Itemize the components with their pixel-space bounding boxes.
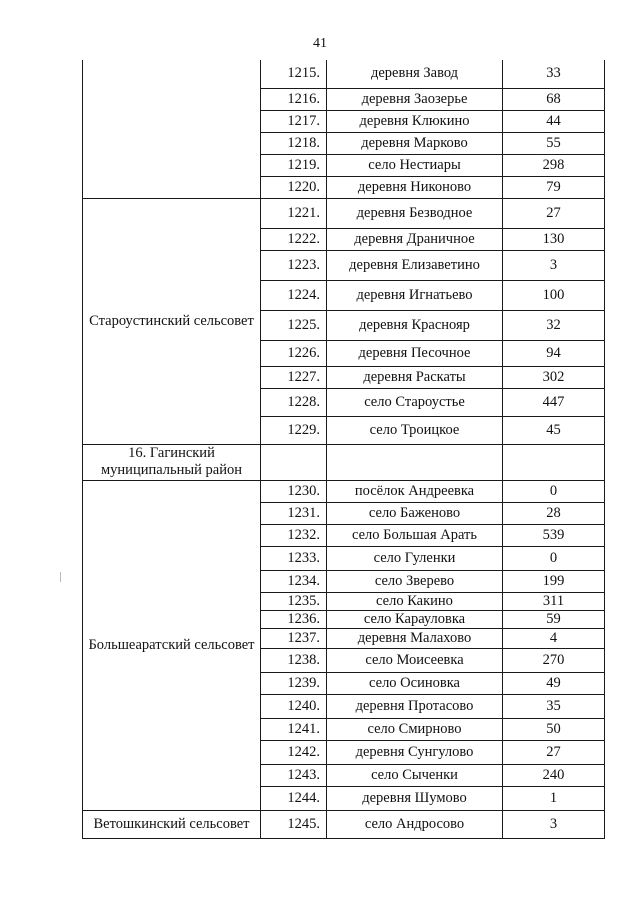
population-count: 44	[503, 110, 605, 132]
row-number: 1240.	[261, 694, 327, 718]
population-count: 539	[503, 524, 605, 546]
population-count: 3	[503, 250, 605, 280]
row-number: 1221.	[261, 198, 327, 228]
population-count: 100	[503, 280, 605, 310]
settlement-name: посёлок Андреевка	[327, 480, 503, 502]
row-number: 1242.	[261, 740, 327, 764]
row-number: 1217.	[261, 110, 327, 132]
settlement-name: деревня Драничное	[327, 228, 503, 250]
population-count: 27	[503, 740, 605, 764]
settlement-name: деревня Заозерье	[327, 88, 503, 110]
settlement-name: деревня Шумово	[327, 786, 503, 810]
population-count: 311	[503, 592, 605, 610]
settlement-name: село Зверево	[327, 570, 503, 592]
population-count: 27	[503, 198, 605, 228]
settlement-name: село Баженово	[327, 502, 503, 524]
settlement-name: деревня Сунгулово	[327, 740, 503, 764]
row-number: 1234.	[261, 570, 327, 592]
population-count: 0	[503, 480, 605, 502]
municipal-district-name: 16. Гагинский муниципальный район	[83, 444, 261, 480]
population-count: 1	[503, 786, 605, 810]
population-count: 302	[503, 366, 605, 388]
population-count: 32	[503, 310, 605, 340]
row-number: 1225.	[261, 310, 327, 340]
row-number: 1236.	[261, 610, 327, 628]
settlement-name: деревня Раскаты	[327, 366, 503, 388]
settlement-row	[83, 60, 605, 88]
district-header-row	[83, 444, 605, 480]
row-number: 1227.	[261, 366, 327, 388]
population-count: 79	[503, 176, 605, 198]
settlement-name: село Смирново	[327, 718, 503, 740]
settlement-row	[83, 480, 605, 502]
settlement-row	[83, 198, 605, 228]
row-number: 1232.	[261, 524, 327, 546]
row-number: 1229.	[261, 416, 327, 444]
settlement-name: деревня Никоново	[327, 176, 503, 198]
row-number: 1216.	[261, 88, 327, 110]
row-number: 1245.	[261, 810, 327, 838]
row-number: 1243.	[261, 764, 327, 786]
population-count: 50	[503, 718, 605, 740]
population-count: 94	[503, 340, 605, 366]
population-count: 447	[503, 388, 605, 416]
population-count: 49	[503, 672, 605, 694]
settlements-table	[82, 60, 605, 839]
row-number: 1231.	[261, 502, 327, 524]
population-count: 33	[503, 60, 605, 88]
settlement-name: село Троицкое	[327, 416, 503, 444]
settlements-table-body	[83, 60, 605, 838]
settlement-name: село Гуленки	[327, 546, 503, 570]
selsovet-name	[83, 60, 261, 198]
settlement-name: село Осиновка	[327, 672, 503, 694]
population-count: 199	[503, 570, 605, 592]
population-count: 240	[503, 764, 605, 786]
settlement-name: деревня Завод	[327, 60, 503, 88]
settlement-name: село Староустье	[327, 388, 503, 416]
row-number: 1226.	[261, 340, 327, 366]
row-number: 1218.	[261, 132, 327, 154]
settlement-name: село Андросово	[327, 810, 503, 838]
population-count: 59	[503, 610, 605, 628]
settlement-row	[83, 810, 605, 838]
settlement-name: деревня Песочное	[327, 340, 503, 366]
row-number: 1238.	[261, 648, 327, 672]
settlement-name: деревня Безводное	[327, 198, 503, 228]
settlement-name: село Карауловка	[327, 610, 503, 628]
selsovet-name: Большеаратский сельсовет	[83, 480, 261, 810]
row-number: 1215.	[261, 60, 327, 88]
settlement-name: деревня Марково	[327, 132, 503, 154]
settlement-name: деревня Краснояр	[327, 310, 503, 340]
empty-cell	[261, 444, 327, 480]
row-number: 1224.	[261, 280, 327, 310]
population-count: 3	[503, 810, 605, 838]
empty-cell	[503, 444, 605, 480]
page-number: 41	[313, 36, 327, 51]
settlement-name: деревня Протасово	[327, 694, 503, 718]
row-number: 1230.	[261, 480, 327, 502]
selsovet-name: Староустинский сельсовет	[83, 198, 261, 444]
settlement-name: село Моисеевка	[327, 648, 503, 672]
population-count: 130	[503, 228, 605, 250]
population-count: 35	[503, 694, 605, 718]
settlement-name: деревня Елизаветино	[327, 250, 503, 280]
row-number: 1220.	[261, 176, 327, 198]
population-count: 0	[503, 546, 605, 570]
row-number: 1235.	[261, 592, 327, 610]
settlement-name: деревня Игнатьево	[327, 280, 503, 310]
population-count: 68	[503, 88, 605, 110]
settlement-name: село Сыченки	[327, 764, 503, 786]
row-number: 1233.	[261, 546, 327, 570]
population-count: 270	[503, 648, 605, 672]
population-count: 298	[503, 154, 605, 176]
row-number: 1237.	[261, 628, 327, 648]
selsovet-name: Ветошкинский сельсовет	[83, 810, 261, 838]
row-number: 1244.	[261, 786, 327, 810]
settlement-name: село Нестиары	[327, 154, 503, 176]
empty-cell	[327, 444, 503, 480]
row-number: 1222.	[261, 228, 327, 250]
population-count: 4	[503, 628, 605, 648]
row-number: 1239.	[261, 672, 327, 694]
row-number: 1228.	[261, 388, 327, 416]
margin-mark	[60, 572, 61, 582]
population-count: 55	[503, 132, 605, 154]
row-number: 1241.	[261, 718, 327, 740]
row-number: 1223.	[261, 250, 327, 280]
settlement-name: село Большая Арать	[327, 524, 503, 546]
settlement-name: деревня Клюкино	[327, 110, 503, 132]
settlement-name: село Какино	[327, 592, 503, 610]
population-count: 28	[503, 502, 605, 524]
population-count: 45	[503, 416, 605, 444]
settlement-name: деревня Малахово	[327, 628, 503, 648]
row-number: 1219.	[261, 154, 327, 176]
